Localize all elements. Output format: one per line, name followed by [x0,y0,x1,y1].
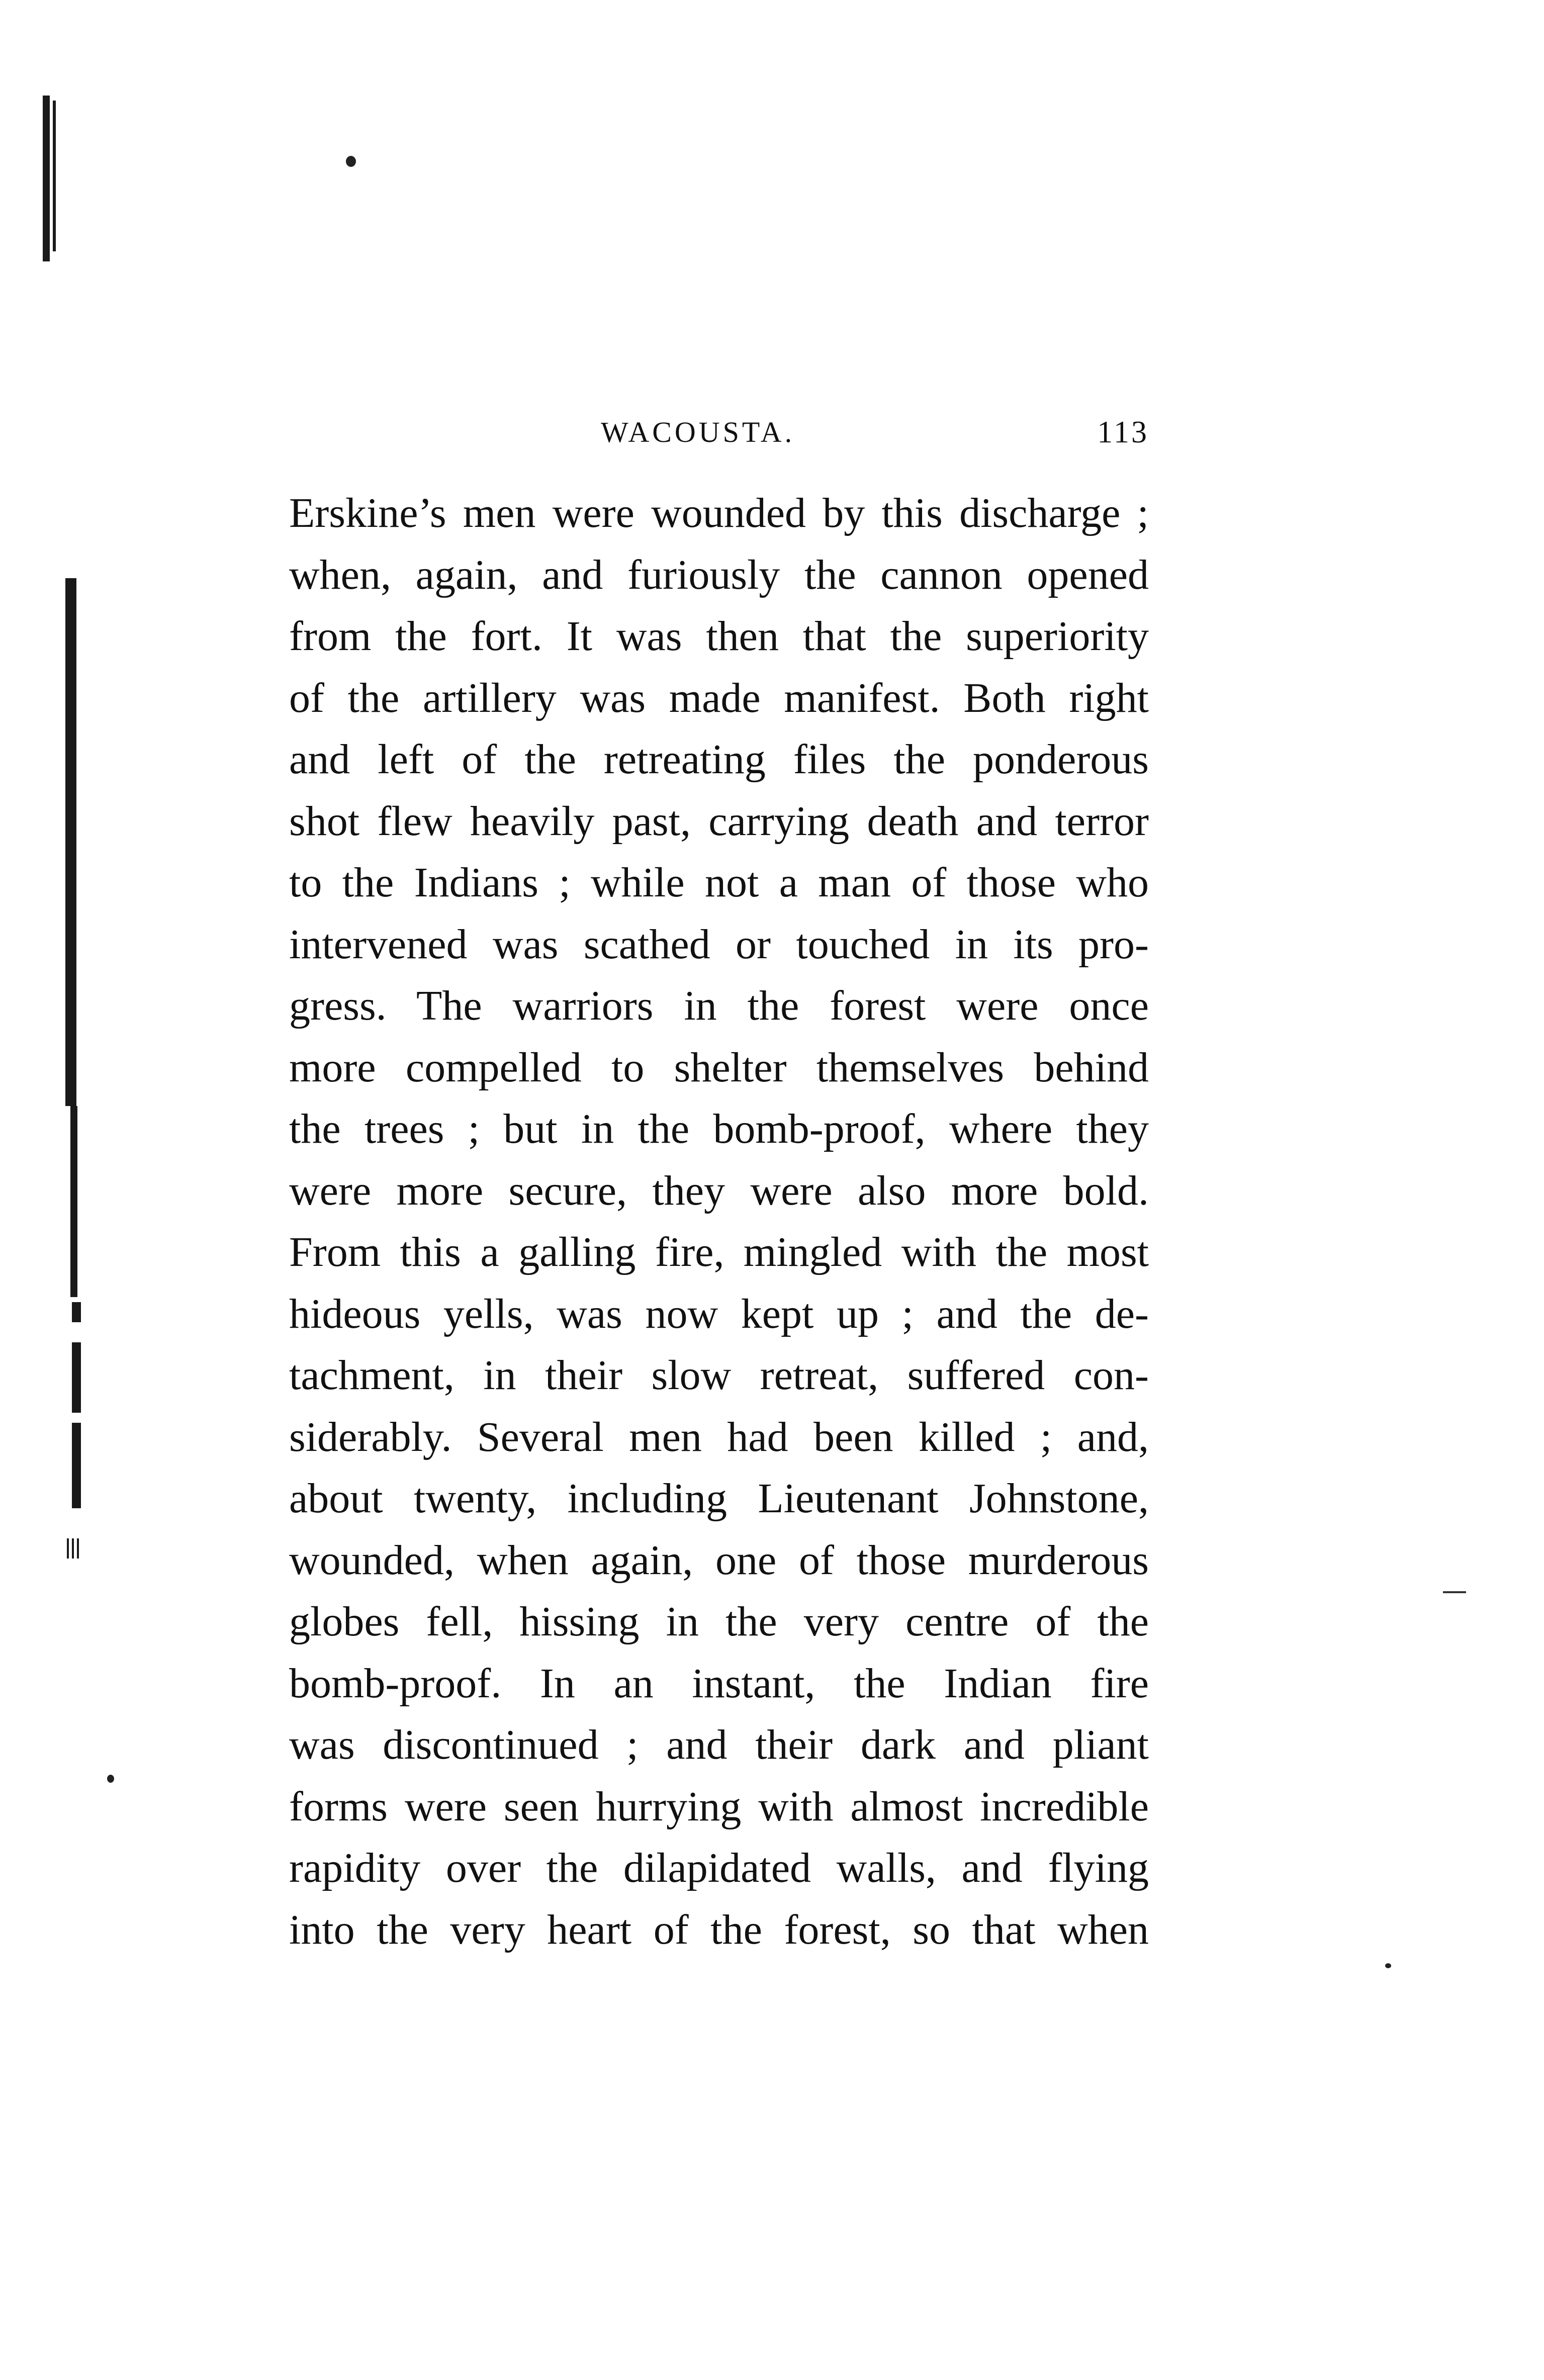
page-number: 113 [1097,415,1149,449]
text-line: globes fell, hissing in the very centre of the [289,1598,1149,1645]
text-line: from the fort. It was then that the superiority [289,613,1149,660]
text-line: intervened was scathed or touched in its pro- [289,921,1149,968]
text-line: and left of the retreating files the ponderous [289,736,1149,783]
text-line: about twenty, including Lieutenant Johnstone, [289,1475,1149,1522]
text-line: to the Indians ; while not a man of those who [289,859,1149,906]
text-line: shot flew heavily past, carrying death and terror [289,797,1149,845]
text-line: tachment, in their slow retreat, suffered con- [289,1352,1149,1399]
text-line: wounded, when again, one of those murderous [289,1536,1149,1584]
text-line: From this a galling fire, mingled with the most [289,1229,1149,1275]
text-line: gress. The warriors in the forest were once [289,982,1149,1029]
binding-edge [43,96,123,1543]
margin-rule [1443,1591,1466,1593]
text-line: more compelled to shelter themselves behind [289,1044,1149,1091]
text-line: Erskine’s men were wounded by this discharge ; [289,490,1149,536]
scan-speck [1385,1963,1391,1968]
text-line: was discontinued ; and their dark and pliant [289,1721,1149,1768]
text-line: into the very heart of the forest, so that when [289,1906,1149,1953]
text-line: were more secure, they were also more bold. [289,1167,1149,1214]
scan-speck [346,156,356,167]
text-line: siderably. Several men had been killed ; and, [289,1413,1149,1460]
text-line: forms were seen hurrying with almost incredible [289,1783,1149,1830]
text-line: when, again, and furiously the cannon opened [289,551,1149,598]
text-line: bomb-proof. In an instant, the Indian fire [289,1660,1149,1707]
text-line: hideous yells, was now kept up ; and the de- [289,1290,1149,1337]
text-line: of the artillery was made manifest. Both right [289,674,1149,721]
text-line: the trees ; but in the bomb-proof, where they [289,1106,1149,1152]
running-head: WACOUSTA. [601,416,795,448]
page-header [289,412,1149,452]
text-line: rapidity over the dilapidated walls, and flying [289,1845,1149,1891]
scan-speck [107,1775,114,1783]
body-text [289,483,1149,1961]
